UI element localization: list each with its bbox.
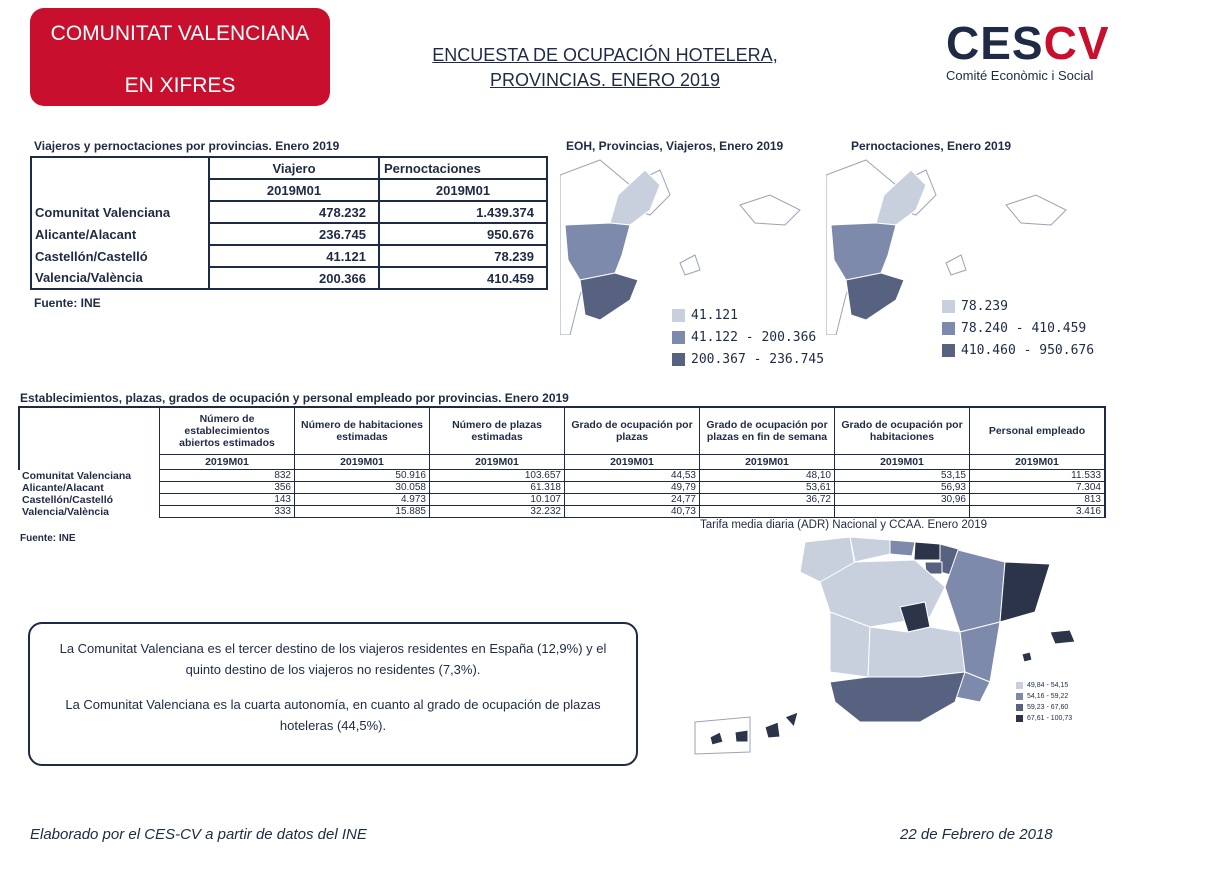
table2-col-header: Personal empleado: [970, 407, 1106, 455]
map3-canarias-4: [765, 722, 780, 738]
legend-item: [672, 326, 824, 348]
table-cell: 36,72: [700, 494, 835, 506]
table2-period: 2019M01: [160, 455, 295, 470]
legend-item: [1016, 680, 1072, 691]
legend-item: [1016, 713, 1072, 724]
map3-madrid: [900, 602, 930, 632]
establishments-table: [18, 406, 1106, 518]
table-row: [19, 494, 1105, 506]
table-cell: 813: [970, 494, 1106, 506]
cescv-logo: [946, 17, 1116, 90]
table2-col-header: Grado de ocupación por plazas: [565, 407, 700, 455]
legend-swatch: [1016, 704, 1023, 711]
map1-legend: [672, 304, 824, 370]
cell-viajeros: 200.366: [209, 267, 379, 289]
table2-period: 2019M01: [565, 455, 700, 470]
map3-mallorca: [1050, 630, 1075, 644]
table-cell: 30.058: [295, 482, 430, 494]
map3-legend: [1016, 680, 1072, 724]
map3-cantabria: [890, 540, 915, 556]
map3-cataluna: [1000, 562, 1050, 622]
map2-title: Pernoctaciones, Enero 2019: [851, 139, 1012, 153]
legend-item: [942, 295, 1094, 317]
legend-label: 78.240 - 410.459: [961, 320, 1087, 336]
table1-col-header: Viajero: [209, 157, 379, 179]
legend-label: 41.122 - 200.366: [691, 329, 817, 345]
legend-item: [1016, 691, 1072, 702]
table-cell: [835, 506, 970, 518]
table2-period: 2019M01: [970, 455, 1106, 470]
table1-period: 2019M01: [379, 179, 547, 201]
table-row: [31, 267, 547, 289]
map1-alicante: [580, 273, 638, 320]
legend-label: 49,84 - 54,15: [1027, 682, 1069, 689]
map3-pais-vasco: [914, 542, 942, 560]
table1-title: Viajeros y pernoctaciones por provincias. Enero 2019: [34, 139, 340, 153]
table2-col-header: Grado de ocupación por plazas en fin de semana: [700, 407, 835, 455]
legend-label: 410.460 - 950.676: [961, 342, 1095, 358]
table1-period: 2019M01: [209, 179, 379, 201]
title-line-2: PROVINCIAS. ENERO 2019: [489, 70, 721, 90]
table-row: [31, 201, 547, 223]
map3-canarias-3: [735, 730, 748, 742]
table-cell: 53,61: [700, 482, 835, 494]
table-cell: 4.973: [295, 494, 430, 506]
map1-balearic-outline: [740, 195, 800, 225]
table-cell: 832: [160, 470, 295, 482]
highlight-paragraph-1: La Comunitat Valenciana es el tercer destino de los viajeros residentes en España (12,9%) y el quinto destino de los viajeros no residentes (7,3%).: [59, 641, 607, 677]
table-cell: 40,73: [565, 506, 700, 518]
cell-viajeros: 236.745: [209, 223, 379, 245]
table2-col-header: Número de establecimientos abiertos estimados: [160, 407, 295, 455]
map2-alicante: [846, 273, 904, 320]
table-cell: 11.533: [970, 470, 1106, 482]
table-cell: 44,53: [565, 470, 700, 482]
table2-col-header: Número de plazas estimadas: [430, 407, 565, 455]
row-label: Valencia/València: [19, 506, 160, 518]
table-cell: 333: [160, 506, 295, 518]
legend-label: 200.367 - 236.745: [691, 351, 825, 367]
logo-mark-ces: CES: [946, 17, 1044, 69]
table2-title: Establecimientos, plazas, grados de ocupación y personal empleado por provincias. Enero 2019: [20, 391, 569, 405]
cell-pernoctaciones: 1.439.374: [379, 201, 547, 223]
legend-label: 41.121: [691, 307, 738, 323]
row-label: Alicante/Alacant: [31, 223, 209, 245]
cell-pernoctaciones: 78.239: [379, 245, 547, 267]
legend-swatch: [672, 331, 685, 344]
table2-corner: [19, 407, 160, 470]
table2-col-header: Número de habitaciones estimadas: [295, 407, 430, 455]
table-cell: 61.318: [430, 482, 565, 494]
map3-aragon: [945, 550, 1005, 632]
legend-item: [942, 339, 1094, 361]
legend-swatch: [942, 322, 955, 335]
table1-corner: [31, 157, 209, 201]
table1-col-header: Pernoctaciones: [379, 157, 547, 179]
region-banner: [30, 8, 330, 106]
cell-viajeros: 41.121: [209, 245, 379, 267]
logo-subtitle: Comité Econòmic i Social: [946, 68, 1094, 83]
table-row: [31, 245, 547, 267]
title-line-1: ENCUESTA DE OCUPACIÓN HOTELERA,: [432, 45, 778, 65]
highlights-box: [28, 622, 638, 766]
map2-balearic-outline: [1006, 195, 1066, 225]
map3-spain-adr: [690, 532, 1100, 762]
table2-source: Fuente: INE: [20, 533, 76, 544]
map1-valencia: [565, 223, 630, 280]
legend-label: 54,16 - 59,22: [1027, 693, 1069, 700]
table2-period: 2019M01: [700, 455, 835, 470]
table-cell: 49,79: [565, 482, 700, 494]
legend-swatch: [672, 353, 685, 366]
table-cell: [700, 506, 835, 518]
map2-valencia: [831, 223, 896, 280]
map3-asturias: [850, 537, 890, 562]
table-cell: 3.416: [970, 506, 1106, 518]
legend-swatch: [942, 344, 955, 357]
table-cell: 10.107: [430, 494, 565, 506]
map2-legend: [942, 295, 1094, 361]
map2-island-outline: [946, 255, 966, 275]
map3-castilla-la-mancha: [868, 627, 965, 677]
table-row: [19, 482, 1105, 494]
table2-period: 2019M01: [430, 455, 565, 470]
table-cell: 15.885: [295, 506, 430, 518]
table-cell: 7.304: [970, 482, 1106, 494]
row-label: Castellón/Castelló: [19, 494, 160, 506]
table-row: [19, 470, 1105, 482]
table-cell: 56,93: [835, 482, 970, 494]
row-label: Comunitat Valenciana: [19, 470, 160, 482]
legend-label: 67,61 - 100,73: [1027, 715, 1073, 722]
table-row: [31, 223, 547, 245]
table-cell: 32.232: [430, 506, 565, 518]
legend-item: [1016, 702, 1072, 713]
legend-swatch: [1016, 715, 1023, 722]
table-cell: 24,77: [565, 494, 700, 506]
table-cell: 50.916: [295, 470, 430, 482]
row-label: Valencia/València: [31, 267, 209, 289]
legend-item: [672, 348, 824, 370]
banner-line-1: COMUNITAT VALENCIANA: [50, 22, 310, 45]
table-cell: 30,96: [835, 494, 970, 506]
legend-item: [672, 304, 824, 326]
table-cell: 143: [160, 494, 295, 506]
legend-item: [942, 317, 1094, 339]
legend-label: 78.239: [961, 298, 1008, 314]
table-cell: 53,15: [835, 470, 970, 482]
table2-period: 2019M01: [295, 455, 430, 470]
legend-label: 59,23 - 67,60: [1027, 704, 1069, 711]
table-cell: 356: [160, 482, 295, 494]
row-label: Alicante/Alacant: [19, 482, 160, 494]
travelers-table: [30, 156, 548, 290]
legend-swatch: [942, 300, 955, 313]
table-row: [19, 506, 1105, 518]
cell-viajeros: 478.232: [209, 201, 379, 223]
map1-title: EOH, Provincias, Viajeros, Enero 2019: [566, 139, 784, 153]
cell-pernoctaciones: 410.459: [379, 267, 547, 289]
banner-line-2: EN XIFRES: [124, 74, 236, 97]
logo-mark-cv: CV: [1043, 17, 1110, 69]
map3-title: Tarifa media diaria (ADR) Nacional y CCAA. Enero 2019: [700, 519, 987, 531]
map1-island-outline: [680, 255, 700, 275]
highlight-paragraph-2: La Comunitat Valenciana es la cuarta autonomía, en cuanto al grado de ocupación de plazas hoteleras (44,5%).: [65, 697, 601, 733]
cell-pernoctaciones: 950.676: [379, 223, 547, 245]
row-label: Comunitat Valenciana: [31, 201, 209, 223]
logo-mark: [946, 17, 1116, 69]
table1-source: Fuente: INE: [34, 296, 101, 310]
row-label: Castellón/Castelló: [31, 245, 209, 267]
table2-period: 2019M01: [835, 455, 970, 470]
footer-credit: Elaborado por el CES-CV a partir de datos del INE: [30, 826, 367, 843]
table-cell: 103.657: [430, 470, 565, 482]
legend-swatch: [1016, 693, 1023, 700]
table2-col-header: Grado de ocupación por habitaciones: [835, 407, 970, 455]
table-cell: 48,10: [700, 470, 835, 482]
legend-swatch: [672, 309, 685, 322]
legend-swatch: [1016, 682, 1023, 689]
map3-ibiza: [1022, 652, 1032, 662]
document-title: [380, 43, 830, 93]
map3-andalucia: [830, 672, 965, 722]
footer-date: 22 de Febrero de 2018: [900, 826, 1053, 843]
map3-canarias-5: [785, 712, 798, 727]
